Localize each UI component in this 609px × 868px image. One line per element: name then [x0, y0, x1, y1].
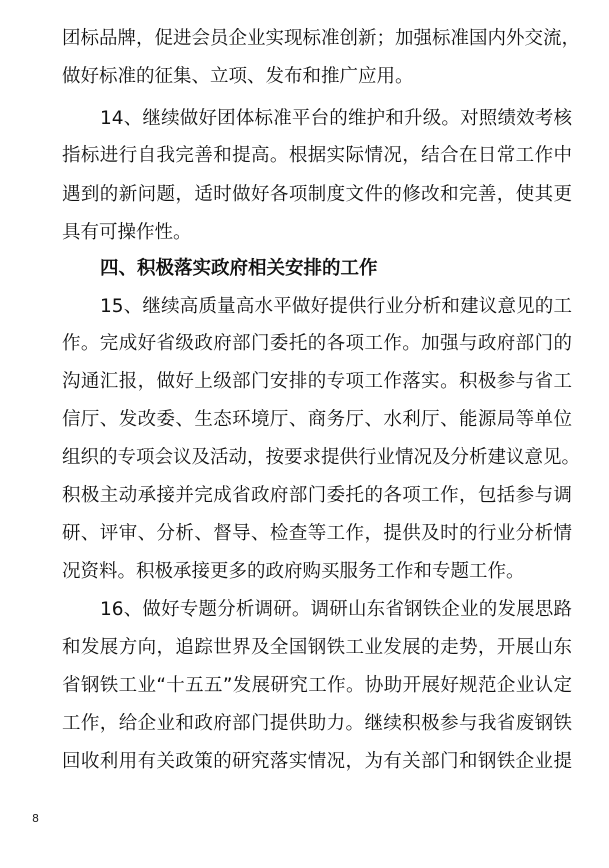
text-line: 遇到的新问题，适时做好各项制度文件的修改和完善，使其更	[62, 184, 572, 205]
text-line: 信厅、发改委、生态环境厅、商务厅、水利厅、能源局等单位	[62, 409, 572, 430]
paragraph-first-line: 15、继续高质量高水平做好提供行业分析和建议意见的工	[100, 296, 572, 317]
paragraph-first-line: 16、做好专题分析调研。调研山东省钢铁企业的发展思路	[100, 599, 572, 620]
text-line: 况资料。积极承接更多的政府购买服务工作和专题工作。	[62, 561, 525, 582]
page-number: 8	[32, 812, 39, 825]
section-heading: 四、积极落实政府相关安排的工作	[100, 258, 378, 279]
text-line: 工作，给企业和政府部门提供助力。继续积极参与我省废钢铁	[62, 713, 572, 734]
text-line: 具有可操作性。	[62, 222, 192, 243]
text-line: 作。完成好省级政府部门委托的各项工作。加强与政府部门的	[62, 333, 572, 354]
text-line: 回收利用有关政策的研究落实情况，为有关部门和钢铁企业提	[62, 751, 572, 772]
text-line: 团标品牌，促进会员企业实现标准创新；加强标准国内外交流，	[62, 28, 581, 49]
text-line: 指标进行自我完善和提高。根据实际情况，结合在日常工作中	[62, 145, 572, 166]
text-line: 省钢铁工业“十五五”发展研究工作。协助开展好规范企业认定	[62, 675, 572, 696]
text-line: 沟通汇报，做好上级部门安排的专项工作落实。积极参与省工	[62, 371, 572, 392]
text-line: 研、评审、分析、督导、检查等工作，提供及时的行业分析情	[62, 523, 572, 544]
text-line: 组织的专项会议及活动，按要求提供行业情况及分析建议意见。	[62, 447, 581, 468]
text-line: 积极主动承接并完成省政府部门委托的各项工作，包括参与调	[62, 485, 572, 506]
paragraph-first-line: 14、继续做好团体标准平台的维护和升级。对照绩效考核	[100, 108, 572, 129]
text-line: 做好标准的征集、立项、发布和推广应用。	[62, 66, 414, 87]
text-line: 和发展方向，追踪世界及全国钢铁工业发展的走势，开展山东	[62, 637, 572, 658]
